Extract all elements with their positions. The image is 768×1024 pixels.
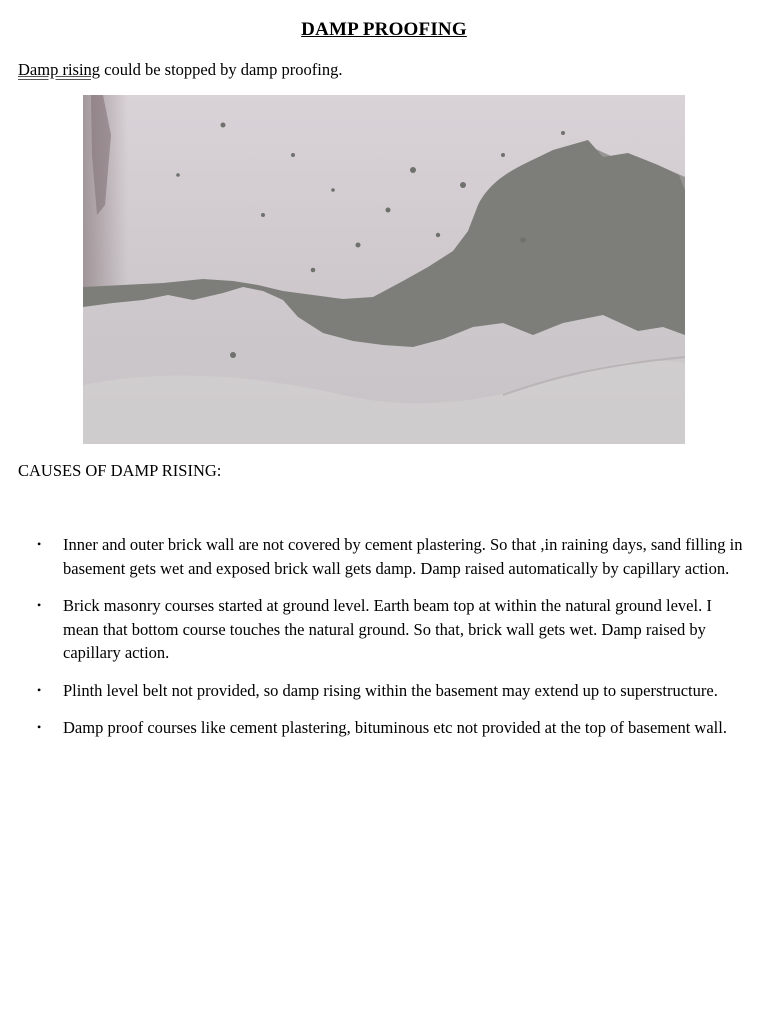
list-item-text: Plinth level belt not provided, so damp rising within the basement may extend up to superstructure.	[63, 680, 718, 700]
bullet-icon: •	[37, 537, 42, 551]
stain-dot	[261, 213, 265, 217]
list-item	[18, 594, 746, 665]
list-item-text: Brick masonry courses started at ground level. Earth beam top at within the natural ground level. I mean that bottom course touches the natural ground. So that, brick wall gets wet. Damp raised by capillary action.	[63, 596, 712, 662]
stain-dot	[460, 182, 466, 188]
stain-dot	[520, 237, 526, 243]
list-item	[18, 533, 746, 580]
intro-paragraph	[18, 60, 342, 80]
bullet-icon: •	[37, 682, 42, 697]
stain-dot	[331, 188, 335, 192]
damp-wall-photo	[83, 95, 685, 444]
stain-dot	[311, 268, 316, 273]
stain-dot	[356, 243, 361, 248]
bullet-icon: •	[37, 720, 42, 734]
stain-dot	[561, 131, 565, 135]
stain-dot	[386, 208, 391, 213]
list-item	[18, 716, 746, 740]
intro-text: could be stopped by damp proofing.	[100, 60, 343, 79]
stain-dot	[230, 352, 236, 358]
stain-dot	[410, 167, 416, 173]
stain-dot	[176, 173, 180, 177]
list-item-text: Damp proof courses like cement plastering, bituminous etc not provided at the top of basement wall.	[63, 718, 727, 737]
stain-dot	[291, 153, 295, 157]
list-item	[18, 679, 746, 703]
page-title: DAMP PROOFING	[301, 19, 467, 40]
intro-term: Damp rising	[18, 60, 101, 79]
damp-wall-illustration	[83, 95, 685, 444]
bullet-icon: •	[37, 598, 42, 612]
stain-dot	[436, 233, 440, 237]
list-item-text: Inner and outer brick wall are not covered by cement plastering. So that ,in raining days, sand filling in basement gets wet and exposed brick wall gets damp. Damp raised automatically by capillary action.	[63, 535, 743, 578]
causes-list	[18, 533, 746, 754]
causes-heading: CAUSES OF DAMP RISING:	[18, 461, 222, 480]
stain-dot	[221, 123, 226, 128]
stain-dot	[501, 153, 505, 157]
